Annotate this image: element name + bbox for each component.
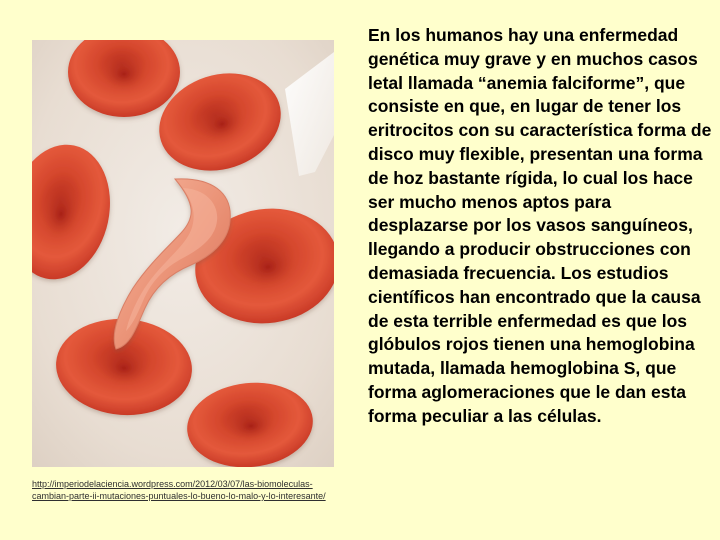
image-source-link[interactable]: http://imperiodelaciencia.wordpress.com/2012/03/07/las-biomoleculas-cambian-parte-ii-mutaciones-puntuales-lo-bueno-lo-malo-y-lo-interesante/	[32, 479, 326, 501]
red-blood-cells-illustration	[32, 40, 334, 467]
red-blood-cell-center	[100, 55, 148, 93]
slide-body-text: En los humanos hay una enfermedad genética muy grave y en muchos casos letal llamada “anemia falciforme”, que consiste en que, en lugar de tener los eritrocitos con su característica forma de disco muy flexible, presentan una forma de hoz bastante rígida, lo cual los hace ser mucho menos aptos para desplazarse por los vasos sanguíneos, llegando a producir obstrucciones con demasiada frecuencia. Los estudios científicos han encontrado que la causa de esta terrible enfermedad es que los glóbulos rojos tienen una hemoglobina mutada, llamada hemoglobina S, que forma aglomeraciones que le dan esta forma peculiar a las células.	[368, 25, 712, 426]
red-blood-cells-photo	[32, 40, 334, 467]
